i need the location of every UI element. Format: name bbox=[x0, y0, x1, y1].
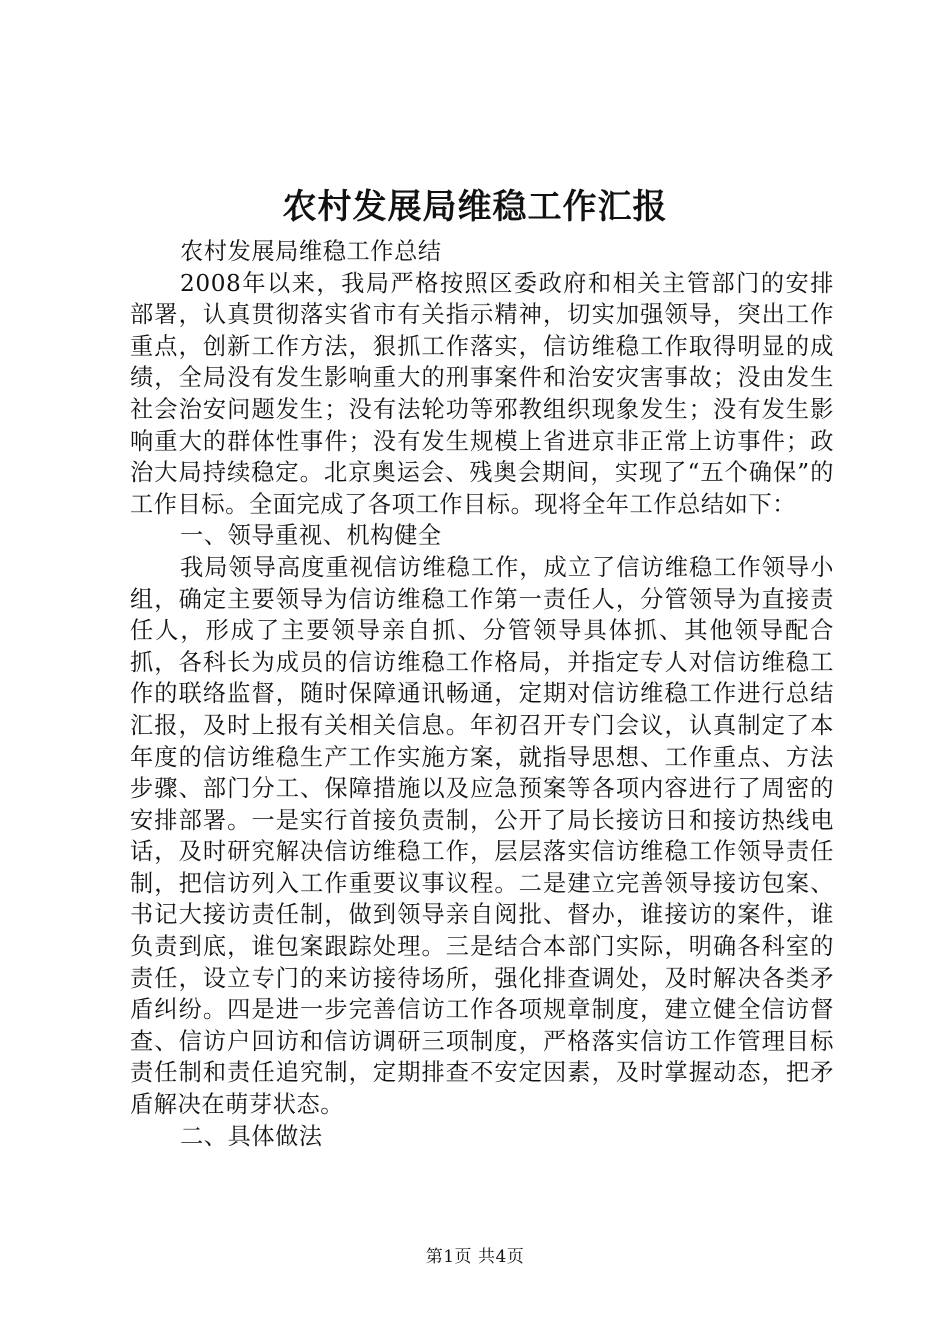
document-subtitle: 农村发展局维稳工作总结 bbox=[180, 238, 442, 265]
section-heading-2: 二、具体做法 bbox=[180, 1122, 323, 1150]
section-heading-1: 一、领导重视、机构健全 bbox=[180, 522, 442, 550]
paragraph-intro: 2008年以来，我局严格按照区委政府和相关主管部门的安排部署，认真贯彻落实省市有关指示精神，切实加强领导，突出工作重点，创新工作方法，狠抓工作落实，信访维稳工作取得明显的成绩，全局没有发生影响重大的刑事案件和治安灾害事故；没由发生社会治安问题发生；没有法轮功等邪教组织现象发生；没有发生影响重大的群体性事件；没有发生规模上省进京非正常上访事件；政治大局持续稳定。北京奥运会、残奥会期间，实现了“五个确保”的工作目标。全面完成了各项工作目标。现将全年工作总结如下： bbox=[130, 269, 834, 518]
paragraph-section-1: 我局领导高度重视信访维稳工作，成立了信访维稳工作领导小组，确定主要领导为信访维稳工作第一责任人，分管领导为直接责任人，形成了主要领导亲自抓、分管领导具体抓、其他领导配合抓，各科长为成员的信访维稳工作格局，并指定专人对信访维稳工作的联络监督，随时保障通讯畅通，定期对信访维稳工作进行总结汇报，及时上报有关相关信息。年初召开专门会议，认真制定了本年度的信访维稳生产工作实施方案，就指导思想、工作重点、方法步骤、部门分工、保障措施以及应急预案等各项内容进行了周密的安排部署。一是实行首接负责制，公开了局长接访日和接访热线电话，及时研究解决信访维稳工作，层层落实信访维稳工作领导责任制，把信访列入工作重要议事议程。二是建立完善领导接访包案、书记大接访责任制，做到领导亲自阅批、督办，谁接访的案件，谁负责到底，谁包案跟踪处理。三是结合本部门实际，明确各科室的责任，设立专门的来访接待场所，强化排查调处，及时解决各类矛盾纠纷。四是进一步完善信访工作各项规章制度，建立健全信访督查、信访户回访和信访调研三项制度，严格落实信访工作管理目标责任制和责任追究制，定期排查不安定因素，及时掌握动态，把矛盾解决在萌芽状态。 bbox=[130, 553, 834, 1119]
document-body bbox=[130, 236, 834, 1152]
page-number-footer: 第1页 共4页 bbox=[425, 1247, 525, 1267]
document-title: 农村发展局维稳工作汇报 bbox=[282, 187, 668, 227]
